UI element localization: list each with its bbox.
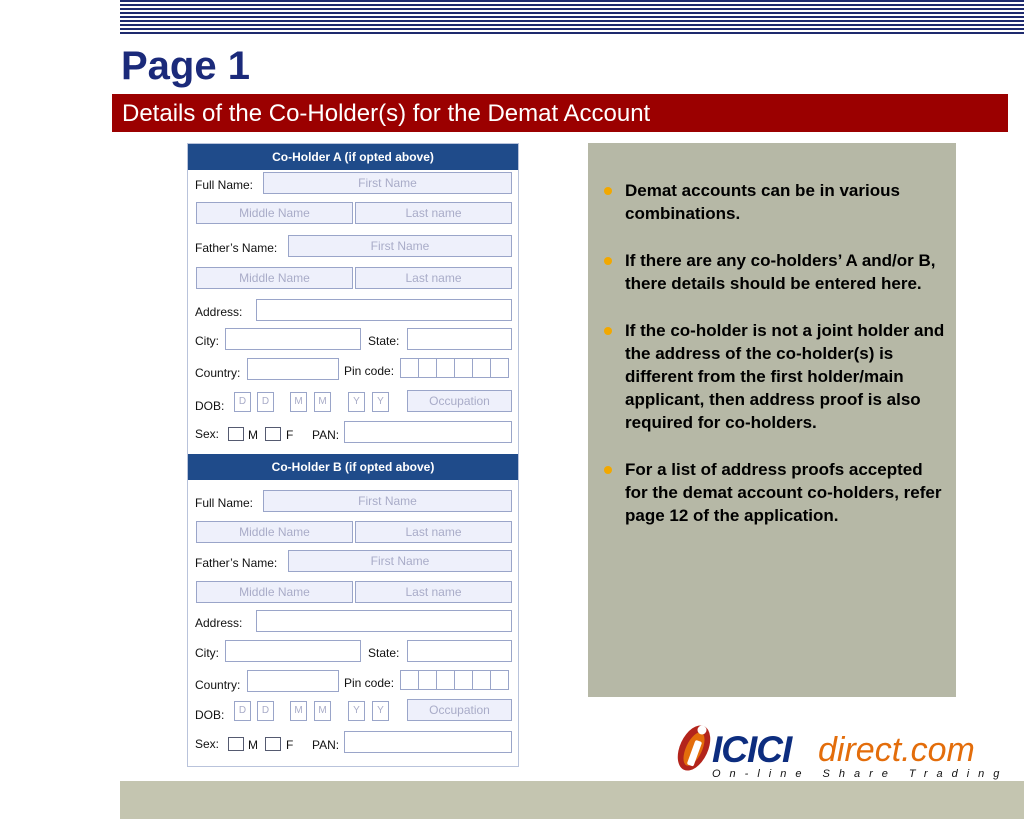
dob-month-box[interactable]: M (290, 392, 307, 412)
full-name-label: Full Name: (195, 178, 254, 192)
first-name-field[interactable]: First Name (263, 490, 512, 512)
dob-month-box[interactable]: M (314, 392, 331, 412)
bullet-icon (604, 257, 612, 265)
father-middle-name-field[interactable]: Middle Name (196, 267, 353, 289)
address-field[interactable] (256, 610, 512, 632)
state-field[interactable] (407, 328, 512, 350)
icici-direct-logo (672, 716, 1007, 786)
pin-digit-box[interactable] (436, 670, 455, 690)
dob-month-box[interactable]: M (290, 701, 307, 721)
pin-code-label: Pin code: (344, 676, 395, 690)
dob-day-box[interactable]: D (257, 392, 274, 412)
city-label: City: (195, 646, 219, 660)
pin-digit-box[interactable] (472, 670, 491, 690)
note-text: For a list of address proofs accepted for the demat account co-holders, refer page 12 of the application. (625, 460, 942, 525)
pin-digit-box[interactable] (418, 358, 437, 378)
footer-band (120, 781, 1024, 819)
female-checkbox[interactable] (265, 737, 281, 751)
note-text: Demat accounts can be in various combinations. (625, 181, 900, 223)
pin-code-label: Pin code: (344, 364, 395, 378)
last-name-field[interactable]: Last name (355, 521, 512, 543)
state-label: State: (368, 334, 400, 348)
pin-digit-box[interactable] (400, 358, 419, 378)
logo-tagline: On-line Share Trading (712, 768, 1009, 780)
co-holder-a-heading: Co-Holder A (if opted above) (188, 144, 518, 170)
section-title: Details of the Co-Holder(s) for the Demat Account (122, 100, 651, 127)
page-title: Page 1 (121, 44, 250, 88)
occupation-field[interactable]: Occupation (407, 390, 512, 412)
country-label: Country: (195, 366, 241, 380)
dob-label: DOB: (195, 708, 225, 722)
note-text: If there are any co-holders’ A and/or B, there details should be entered here. (625, 251, 936, 293)
city-field[interactable] (225, 328, 361, 350)
co-holder-b-section (188, 454, 518, 766)
last-name-field[interactable]: Last name (355, 202, 512, 224)
city-label: City: (195, 334, 219, 348)
sex-label: Sex: (195, 427, 220, 441)
dob-label: DOB: (195, 399, 225, 413)
city-field[interactable] (225, 640, 361, 662)
pan-label: PAN: (312, 428, 340, 442)
dob-year-box[interactable]: Y (348, 701, 365, 721)
fathers-name-label: Father’s Name: (195, 241, 278, 255)
section-title-bar (112, 94, 1008, 132)
address-label: Address: (195, 616, 243, 630)
co-holder-form (187, 143, 519, 767)
father-middle-name-field[interactable]: Middle Name (196, 581, 353, 603)
middle-name-field[interactable]: Middle Name (196, 521, 353, 543)
fathers-name-label: Father’s Name: (195, 556, 278, 570)
bullet-icon (604, 466, 612, 474)
middle-name-field[interactable]: Middle Name (196, 202, 353, 224)
pin-digit-box[interactable] (400, 670, 419, 690)
male-label: M (248, 428, 258, 442)
pin-digit-box[interactable] (490, 670, 509, 690)
male-label: M (248, 738, 258, 752)
dob-year-box[interactable]: Y (348, 392, 365, 412)
bullet-icon (604, 327, 612, 335)
pin-digit-box[interactable] (490, 358, 509, 378)
pin-digit-box[interactable] (454, 358, 473, 378)
country-field[interactable] (247, 670, 339, 692)
pin-digit-box[interactable] (454, 670, 473, 690)
pin-digit-box[interactable] (418, 670, 437, 690)
address-label: Address: (195, 305, 243, 319)
pin-digit-box[interactable] (436, 358, 455, 378)
note-item (604, 179, 948, 225)
country-field[interactable] (247, 358, 339, 380)
pin-code-boxes[interactable] (400, 670, 513, 690)
father-last-name-field[interactable]: Last name (355, 267, 512, 289)
occupation-field[interactable]: Occupation (407, 699, 512, 721)
dob-day-box[interactable]: D (257, 701, 274, 721)
female-label: F (286, 738, 294, 752)
pan-field[interactable] (344, 421, 512, 443)
dob-month-box[interactable]: M (314, 701, 331, 721)
sex-label: Sex: (195, 737, 220, 751)
female-label: F (286, 428, 294, 442)
father-first-name-field[interactable]: First Name (288, 235, 512, 257)
dob-year-box[interactable]: Y (372, 392, 389, 412)
pin-code-boxes[interactable] (400, 358, 513, 378)
note-item (604, 249, 948, 295)
note-text: If the co-holder is not a joint holder and the address of the co-holder(s) is different from the first holder/main applicant, then address proof is also required for co-holders. (625, 321, 945, 432)
address-field[interactable] (256, 299, 512, 321)
father-last-name-field[interactable]: Last name (355, 581, 512, 603)
male-checkbox[interactable] (228, 427, 244, 441)
male-checkbox[interactable] (228, 737, 244, 751)
notes-list (604, 179, 948, 551)
state-label: State: (368, 646, 400, 660)
full-name-label: Full Name: (195, 496, 254, 510)
dob-year-box[interactable]: Y (372, 701, 389, 721)
note-item (604, 319, 948, 434)
state-field[interactable] (407, 640, 512, 662)
pan-field[interactable] (344, 731, 512, 753)
pan-label: PAN: (312, 738, 340, 752)
note-item (604, 458, 948, 527)
logo-brand-text: ICICI (712, 729, 792, 770)
dob-day-box[interactable]: D (234, 392, 251, 412)
header-stripes (120, 0, 1024, 36)
bullet-icon (604, 187, 612, 195)
first-name-field[interactable]: First Name (263, 172, 512, 194)
co-holder-b-heading: Co-Holder B (if opted above) (188, 454, 518, 480)
father-first-name-field[interactable]: First Name (288, 550, 512, 572)
logo-domain-text: direct.com (818, 731, 975, 769)
dob-day-box[interactable]: D (234, 701, 251, 721)
pin-digit-box[interactable] (472, 358, 491, 378)
female-checkbox[interactable] (265, 427, 281, 441)
country-label: Country: (195, 678, 241, 692)
co-holder-a-section (188, 144, 518, 454)
notes-panel (588, 143, 956, 697)
